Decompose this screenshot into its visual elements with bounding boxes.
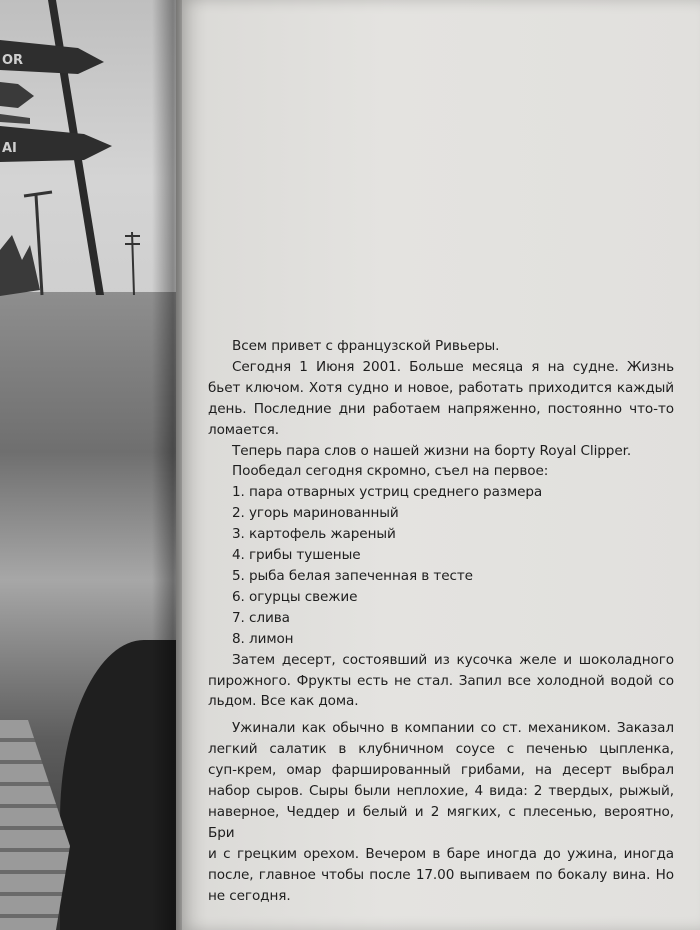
text-line: льдом. Все как дома.	[208, 693, 359, 710]
text-line: наверное, Чеддер и белый и 2 мягких, с плесенью, вероятно, Бри	[208, 803, 674, 841]
text-line: Затем десерт, состоявший из кусочка желе и шоколадного	[232, 651, 674, 668]
sign-text-top: OR	[2, 53, 24, 68]
list-item: 4. грибы тушеные	[232, 547, 361, 564]
text-line: после, главное чтобы после 17.00 выпиваем по бокалу вина. Но	[208, 866, 674, 883]
paragraph-date	[208, 357, 674, 441]
paragraph-dinner	[208, 718, 674, 906]
text-line: легкий салатик в клубничном соусе с печенью цыпленка,	[208, 741, 674, 758]
text-line: ломается.	[208, 421, 279, 438]
paragraph-royal-clipper: Теперь пара слов о нашей жизни на борту Royal Clipper.	[232, 442, 632, 459]
text-line: не сегодня.	[208, 887, 291, 904]
text-line: бьет ключом. Хотя судно и новое, работать приходится каждый	[208, 379, 674, 396]
paragraph-dessert	[208, 650, 674, 713]
right-page	[176, 0, 700, 930]
list-item: 3. картофель жареный	[232, 526, 396, 543]
diary-text	[208, 336, 674, 906]
list-item: 7. слива	[232, 609, 290, 626]
list-item: 8. лимон	[232, 630, 294, 647]
text-line: суп-крем, омар фаршированный грибами, на десерт выбрал	[208, 762, 674, 779]
text-line: Сегодня 1 Июня 2001. Больше месяца я на судне. Жизнь	[232, 358, 674, 375]
greeting-line: Всем привет с французской Ривьеры.	[232, 338, 500, 354]
lunch-menu-list	[232, 482, 674, 649]
text-line: день. Последние дни работаем напряженно, постоянно что-то	[208, 400, 674, 417]
list-item: 1. пара отварных устриц среднего размера	[232, 484, 543, 501]
list-item: 2. угорь маринованный	[232, 505, 399, 522]
sign-text-bottom: AI	[2, 141, 17, 156]
list-item: 5. рыба белая запеченная в тесте	[232, 567, 473, 584]
paragraph-lunch: Пообедал сегодня скромно, съел на первое:	[232, 463, 549, 480]
list-item: 6. огурцы свежие	[232, 588, 358, 605]
text-line: набор сыров. Сыры были неплохие, 4 вида: 2 твердых, рыжый,	[208, 783, 674, 800]
text-line: пирожного. Фрукты есть не стал. Запил все холодной водой со	[208, 672, 674, 689]
text-line: Ужинали как обычно в компании со ст. механиком. Заказал	[232, 720, 674, 737]
text-line: и с грецким орехом. Вечером в баре иногда до ужина, иногда	[208, 845, 674, 862]
book-gutter-shadow	[152, 0, 182, 930]
